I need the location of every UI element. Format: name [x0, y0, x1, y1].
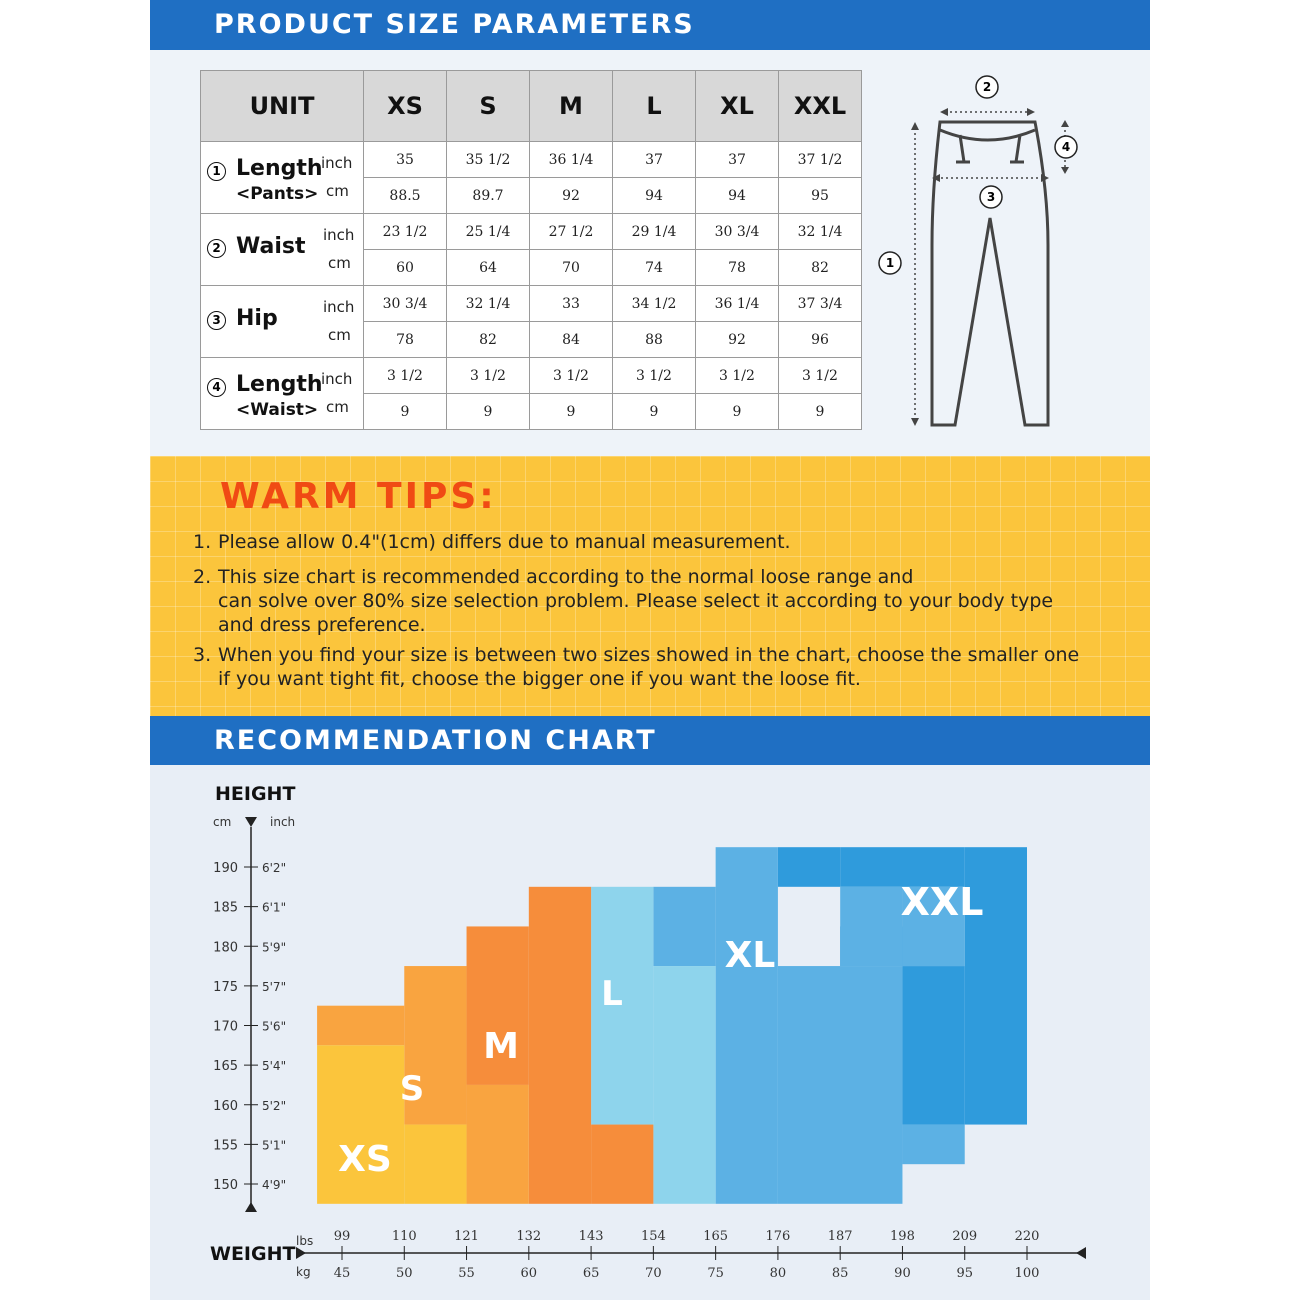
inch-value-xl: 3 1/2 [696, 358, 779, 394]
inch-value-l: 37 [613, 142, 696, 178]
inch-value-m: 27 1/2 [530, 214, 613, 250]
inch-value-l: 34 1/2 [613, 286, 696, 322]
cm-value-l: 94 [613, 178, 696, 214]
weight-tick-label-kg: 65 [582, 1266, 600, 1281]
weight-tick-label-lbs: 209 [952, 1229, 978, 1244]
inch-value-m: 33 [530, 286, 613, 322]
cm-value-xs: 60 [364, 250, 447, 286]
size-region-l [653, 966, 715, 1204]
cm-value-xs: 9 [364, 394, 447, 430]
size-parameters-header [150, 0, 1150, 50]
weight-tick-label-lbs: 110 [391, 1229, 417, 1244]
height-axis-title: HEIGHT [215, 783, 296, 805]
cm-value-xl: 92 [696, 322, 779, 358]
diagram-marker-3 [980, 186, 1002, 208]
weight-tick-label-kg: 90 [894, 1266, 911, 1281]
size-table-row [201, 286, 862, 322]
height-tick-label-cm: 180 [213, 940, 238, 956]
size-region-m [591, 1125, 653, 1204]
weight-tick-label-kg: 80 [769, 1266, 787, 1281]
tip-number: 1. [193, 531, 212, 553]
size-region-s [317, 1006, 404, 1046]
tip-number: 3. [193, 644, 212, 666]
recommendation-title: RECOMMENDATION CHART [214, 725, 657, 756]
cm-value-xxl: 9 [779, 394, 862, 430]
height-unit-cm: cm [213, 815, 232, 829]
size-region-xl [778, 966, 903, 1204]
size-region-label-xxl: XXL [900, 880, 984, 924]
weight-tick-label-kg: 50 [395, 1266, 413, 1281]
inch-value-xs: 3 1/2 [364, 358, 447, 394]
height-tick-label-inch: 6'2" [262, 861, 287, 875]
tip-text-line: Please allow 0.4"(1cm) differs due to manual measurement. [218, 531, 791, 553]
cm-value-l: 74 [613, 250, 696, 286]
height-axis-arrow-top [245, 817, 257, 827]
measurement-number: 1 [207, 162, 226, 181]
tip-text-line: and dress preference. [218, 614, 426, 636]
height-tick-label-cm: 150 [213, 1178, 238, 1193]
cm-value-xl: 94 [696, 178, 779, 214]
size-parameters-title: PRODUCT SIZE PARAMETERS [214, 9, 695, 40]
size-header-xl: XL [696, 71, 779, 142]
inch-value-s: 32 1/4 [447, 286, 530, 322]
cm-value-m: 70 [530, 250, 613, 286]
inch-value-m: 3 1/2 [530, 358, 613, 394]
size-region-xxl [778, 847, 840, 887]
inch-value-xxl: 37 1/2 [779, 142, 862, 178]
height-tick-label-inch: 6'1" [262, 900, 287, 915]
unit-cm-label: cm [328, 254, 351, 272]
weight-tick-label-kg: 85 [831, 1266, 849, 1281]
size-header-l: L [613, 71, 696, 142]
weight-tick-label-lbs: 143 [578, 1229, 604, 1244]
height-tick-label-cm: 190 [213, 861, 238, 876]
weight-tick-label-lbs: 176 [765, 1229, 791, 1244]
size-table-row [201, 358, 862, 394]
weight-tick-label-lbs: 121 [454, 1229, 479, 1244]
size-region-label-m: M [483, 1026, 519, 1067]
weight-axis-arrow-right [1076, 1247, 1086, 1259]
cm-value-xs: 88.5 [364, 178, 447, 214]
height-axis-arrow-bottom [245, 1202, 257, 1212]
size-region-xs [404, 1125, 466, 1204]
cm-value-xl: 9 [696, 394, 779, 430]
cm-value-xxl: 96 [779, 322, 862, 358]
measurement-number: 4 [207, 378, 226, 397]
measurement-name: Waist [236, 234, 306, 259]
tip-text-line: When you find your size is between two sizes showed in the chart, choose the smaller one [218, 644, 1080, 666]
measurement-label [201, 286, 364, 358]
inch-value-xxl: 32 1/4 [779, 214, 862, 250]
inch-value-s: 3 1/2 [447, 358, 530, 394]
size-region-xl [840, 887, 902, 966]
cm-value-m: 92 [530, 178, 613, 214]
unit-inch-label: inch [323, 298, 355, 316]
unit-cm-label: cm [328, 326, 351, 344]
measurement-name: Length [236, 156, 323, 181]
weight-tick-label-lbs: 132 [516, 1229, 542, 1244]
svg-text:2: 2 [982, 80, 992, 94]
size-table [200, 70, 862, 430]
diagram-marker-1 [879, 252, 901, 274]
size-header-m: M [530, 71, 613, 142]
measurement-label [201, 358, 364, 430]
cm-value-xs: 78 [364, 322, 447, 358]
size-region-m [529, 887, 591, 1204]
unit-inch-label: inch [323, 226, 355, 244]
weight-unit-lbs: lbs [296, 1234, 314, 1248]
size-region-label-l: L [601, 974, 623, 1014]
height-tick-label-inch: 5'4" [262, 1059, 287, 1074]
measurement-number: 2 [207, 239, 226, 258]
size-table-row [201, 142, 862, 178]
height-tick-label-inch: 5'2" [262, 1098, 287, 1113]
diagram-marker-2 [976, 76, 998, 98]
inch-value-xl: 30 3/4 [696, 214, 779, 250]
weight-tick-label-kg: 60 [520, 1266, 538, 1281]
unit-inch-label: inch [321, 370, 353, 388]
size-region-label-xl: XL [724, 935, 776, 976]
height-tick-label-inch: 5'7" [262, 979, 287, 994]
inch-value-l: 3 1/2 [613, 358, 696, 394]
cm-value-s: 64 [447, 250, 530, 286]
unit-cm-label: cm [326, 182, 349, 200]
weight-tick-label-lbs: 187 [827, 1229, 853, 1244]
height-tick-label-inch: 5'9" [262, 940, 287, 955]
measurement-label [201, 214, 364, 286]
inch-value-xs: 30 3/4 [364, 286, 447, 322]
size-region-label-s: S [399, 1069, 425, 1109]
diagram-marker-4 [1055, 136, 1077, 158]
weight-tick-label-kg: 100 [1014, 1266, 1040, 1281]
warm-tips-title: WARM TIPS: [220, 476, 497, 517]
cm-value-s: 82 [447, 322, 530, 358]
measurement-name: Hip [236, 306, 278, 331]
size-header-s: S [447, 71, 530, 142]
size-region-s [467, 1085, 529, 1204]
weight-tick-label-lbs: 99 [333, 1229, 351, 1244]
svg-text:1: 1 [885, 256, 895, 270]
weight-tick-label-lbs: 165 [703, 1229, 729, 1244]
cm-value-s: 9 [447, 394, 530, 430]
size-table-header-row [201, 71, 862, 142]
size-region-xl [716, 847, 778, 1204]
weight-axis-title: WEIGHT [210, 1243, 296, 1265]
measurement-subname: <Waist> [236, 400, 319, 420]
weight-unit-kg: kg [296, 1265, 311, 1279]
inch-value-xl: 37 [696, 142, 779, 178]
cm-value-s: 89.7 [447, 178, 530, 214]
height-tick-label-cm: 165 [213, 1059, 238, 1075]
weight-tick-label-lbs: 154 [640, 1229, 666, 1244]
height-tick-label-cm: 185 [213, 900, 238, 916]
svg-text:3: 3 [986, 190, 996, 204]
inch-value-m: 36 1/4 [530, 142, 613, 178]
tip-number: 2. [193, 566, 212, 588]
recommendation-header [150, 716, 1150, 765]
height-tick-label-cm: 170 [213, 1019, 238, 1035]
cm-value-l: 88 [613, 322, 696, 358]
inch-value-xxl: 3 1/2 [779, 358, 862, 394]
measurement-name: Length [236, 372, 323, 397]
inch-value-xl: 36 1/4 [696, 286, 779, 322]
cm-value-m: 9 [530, 394, 613, 430]
size-region-xs [317, 1045, 404, 1204]
size-header-xxl: XXL [779, 71, 862, 142]
unit-cm-label: cm [326, 398, 349, 416]
recommendation-chart [0, 765, 1300, 1300]
weight-tick-label-lbs: 198 [890, 1229, 915, 1244]
tip-text-line: if you want tight fit, choose the bigger one if you want the loose fit. [218, 668, 861, 690]
inch-value-xs: 23 1/2 [364, 214, 447, 250]
weight-tick-label-kg: 45 [333, 1266, 351, 1281]
height-tick-label-cm: 175 [213, 979, 238, 995]
inch-value-xs: 35 [364, 142, 447, 178]
size-region-xxl [902, 966, 964, 1125]
tip-text-line: can solve over 80% size selection problem. Please select it according to your body type [218, 590, 1054, 612]
measurement-subname: <Pants> [236, 184, 319, 204]
pants-diagram [870, 70, 1100, 440]
size-region-label-xs: XS [338, 1139, 392, 1180]
size-table-row [201, 214, 862, 250]
weight-tick-label-kg: 55 [458, 1266, 475, 1281]
height-tick-label-cm: 155 [213, 1138, 238, 1154]
cm-value-xxl: 82 [779, 250, 862, 286]
cm-value-l: 9 [613, 394, 696, 430]
measurement-label [201, 142, 364, 214]
weight-tick-label-lbs: 220 [1014, 1229, 1040, 1244]
height-tick-label-inch: 5'1" [262, 1138, 287, 1153]
cm-value-xl: 78 [696, 250, 779, 286]
svg-text:4: 4 [1061, 140, 1071, 154]
height-unit-inch: inch [270, 815, 296, 829]
pants-outline [932, 122, 1048, 425]
cm-value-xxl: 95 [779, 178, 862, 214]
unit-header: UNIT [201, 71, 364, 142]
inch-value-s: 35 1/2 [447, 142, 530, 178]
inch-value-xxl: 37 3/4 [779, 286, 862, 322]
tip-text-line: This size chart is recommended according to the normal loose range and [218, 566, 914, 588]
cm-value-m: 84 [530, 322, 613, 358]
inch-value-l: 29 1/4 [613, 214, 696, 250]
unit-inch-label: inch [321, 154, 353, 172]
size-region-xl [653, 887, 715, 966]
size-region-xl [902, 1125, 964, 1165]
height-tick-label-inch: 4'9" [262, 1178, 287, 1192]
height-tick-label-cm: 160 [213, 1098, 238, 1114]
size-header-xs: XS [364, 71, 447, 142]
weight-axis-arrow-left [296, 1247, 306, 1259]
inch-value-s: 25 1/4 [447, 214, 530, 250]
weight-tick-label-kg: 70 [645, 1266, 662, 1281]
weight-tick-label-kg: 95 [956, 1266, 974, 1281]
measurement-number: 3 [207, 311, 226, 330]
weight-tick-label-kg: 75 [707, 1266, 724, 1281]
height-tick-label-inch: 5'6" [262, 1019, 287, 1034]
